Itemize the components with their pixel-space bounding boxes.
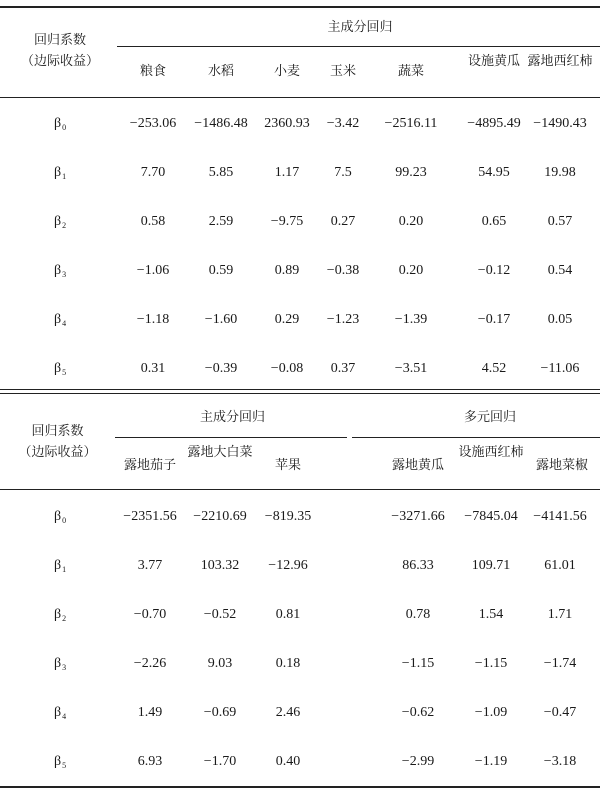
table1-group-label: 主成分回归: [327, 20, 393, 35]
table-cell: −3.18: [543, 754, 577, 769]
table-cell: 19.98: [544, 165, 576, 180]
table1-header-rule: [0, 97, 600, 98]
table-cell: 0.29: [274, 312, 300, 327]
table-cell: 7.5: [334, 165, 352, 180]
table-cell: −1.70: [203, 754, 237, 769]
beta-label: $\beta_1$: [53, 165, 67, 181]
table-cell: −0.08: [270, 361, 304, 376]
table-cell: −2516.11: [384, 116, 438, 131]
table1-col-header: 水稻: [207, 64, 234, 79]
table-cell: −2.99: [401, 754, 435, 769]
beta-label: $\beta_2$: [53, 607, 67, 623]
beta-label: $\beta_0$: [53, 116, 67, 132]
beta-label: $\beta_4$: [53, 312, 67, 328]
table-cell: 0.27: [330, 214, 356, 229]
table-cell: −0.52: [203, 607, 237, 622]
table-cell: −3.42: [326, 116, 360, 131]
table1-col-header: 蔬菜: [397, 64, 424, 79]
table-cell: 0.40: [275, 754, 301, 769]
table-cell: −9.75: [270, 214, 304, 229]
table-cell: 1.17: [274, 165, 300, 180]
table-cell: −4895.49: [467, 116, 521, 131]
table-cell: 0.37: [330, 361, 356, 376]
beta-label: $\beta_0$: [53, 509, 67, 525]
table-cell: 5.85: [208, 165, 234, 180]
table1-bottom-rule-1: [0, 389, 600, 390]
table2-group-label-pcr: 主成分回归: [199, 410, 265, 425]
beta-label: $\beta_1$: [53, 558, 67, 574]
table-cell: −253.06: [129, 116, 177, 131]
table1-col-header: 露地西红柿: [527, 54, 593, 69]
beta-label: $\beta_2$: [53, 214, 67, 230]
table-cell: 2.59: [208, 214, 234, 229]
table-cell: −1.74: [543, 656, 577, 671]
table-cell: −1.18: [136, 312, 170, 327]
table-cell: 54.95: [478, 165, 510, 180]
table2-group-rule-left: [115, 437, 347, 438]
table-cell: 0.31: [140, 361, 166, 376]
table-cell: −1490.43: [533, 116, 587, 131]
table1-group-rule: [117, 46, 600, 47]
beta-label: $\beta_3$: [53, 656, 67, 672]
table-cell: −0.69: [203, 705, 237, 720]
table1-top-rule: [0, 6, 600, 8]
table-cell: 3.77: [137, 558, 163, 573]
table2-col-header: 露地菜椒: [535, 458, 588, 473]
table-cell: 1.71: [547, 607, 573, 622]
table-cell: 0.65: [481, 214, 507, 229]
table-cell: 0.78: [405, 607, 431, 622]
table2-header-rule: [0, 489, 600, 490]
table-cell: 0.18: [275, 656, 301, 671]
table-cell: 2360.93: [264, 116, 310, 131]
table-cell: 0.20: [398, 214, 424, 229]
table-cell: 0.58: [140, 214, 166, 229]
table-cell: −1.15: [401, 656, 435, 671]
table-cell: −0.62: [401, 705, 435, 720]
table-cell: 0.57: [547, 214, 573, 229]
table-cell: −12.96: [268, 558, 308, 573]
table-cell: −3271.66: [391, 509, 445, 524]
table-cell: −0.47: [543, 705, 577, 720]
table-cell: −2.26: [133, 656, 167, 671]
table1-col-header: 设施黄瓜: [467, 54, 520, 69]
table-cell: −1.23: [326, 312, 360, 327]
table2-row-header-line1: 回归系数: [31, 424, 84, 439]
table2-col-header: 露地大白菜: [187, 445, 253, 460]
table-cell: −0.17: [477, 312, 511, 327]
table-cell: −1486.48: [194, 116, 248, 131]
table-cell: −7845.04: [464, 509, 518, 524]
table-cell: 0.54: [547, 263, 573, 278]
table2-col-header: 设施西红柿: [458, 445, 524, 460]
table-cell: −1.39: [394, 312, 428, 327]
table1-col-header: 粮食: [139, 64, 166, 79]
beta-label: $\beta_3$: [53, 263, 67, 279]
table-cell: −3.51: [394, 361, 428, 376]
table-cell: −4141.56: [533, 509, 587, 524]
table2-col-header: 露地黄瓜: [391, 458, 444, 473]
table-cell: 1.54: [478, 607, 504, 622]
table-cell: 0.89: [274, 263, 300, 278]
table-cell: −1.06: [136, 263, 170, 278]
table-cell: 103.32: [200, 558, 240, 573]
table-cell: −11.06: [540, 361, 580, 376]
table-cell: 99.23: [395, 165, 427, 180]
table-cell: 109.71: [471, 558, 511, 573]
table-cell: −0.39: [204, 361, 238, 376]
table2-row-header-line2: （边际收益）: [18, 445, 97, 460]
beta-label: $\beta_5$: [53, 361, 67, 377]
beta-label: $\beta_4$: [53, 705, 67, 721]
table2-bottom-rule: [0, 786, 600, 788]
table-cell: 9.03: [207, 656, 233, 671]
table-cell: −1.60: [204, 312, 238, 327]
table1-row-header-line2: （边际收益）: [20, 54, 99, 69]
table-cell: −0.70: [133, 607, 167, 622]
table1-col-header: 玉米: [329, 64, 356, 79]
table-cell: 7.70: [140, 165, 166, 180]
beta-label: $\beta_5$: [53, 754, 67, 770]
table-cell: 1.49: [137, 705, 163, 720]
table-cell: −1.19: [474, 754, 508, 769]
table-cell: 0.59: [208, 263, 234, 278]
table2-group-rule-right: [352, 437, 600, 438]
table1-col-header: 小麦: [273, 64, 300, 79]
table2-col-header: 露地茄子: [123, 458, 176, 473]
table-cell: 2.46: [275, 705, 301, 720]
table-cell: 0.05: [547, 312, 573, 327]
table-cell: −0.38: [326, 263, 360, 278]
table-cell: 6.93: [137, 754, 163, 769]
table-cell: −1.09: [474, 705, 508, 720]
table-cell: 0.20: [398, 263, 424, 278]
table-cell: −819.35: [264, 509, 312, 524]
table1-row-header-line1: 回归系数: [33, 33, 86, 48]
table-cell: 61.01: [544, 558, 576, 573]
table2-group-label-mr: 多元回归: [463, 410, 516, 425]
table-cell: 0.81: [275, 607, 301, 622]
table-cell: −2351.56: [123, 509, 177, 524]
table-cell: −0.12: [477, 263, 511, 278]
table-cell: −2210.69: [193, 509, 247, 524]
table1-bottom-rule-2: [0, 393, 600, 394]
table-cell: 4.52: [481, 361, 507, 376]
table-cell: 86.33: [402, 558, 434, 573]
table-cell: −1.15: [474, 656, 508, 671]
table2-col-header: 苹果: [274, 458, 301, 473]
